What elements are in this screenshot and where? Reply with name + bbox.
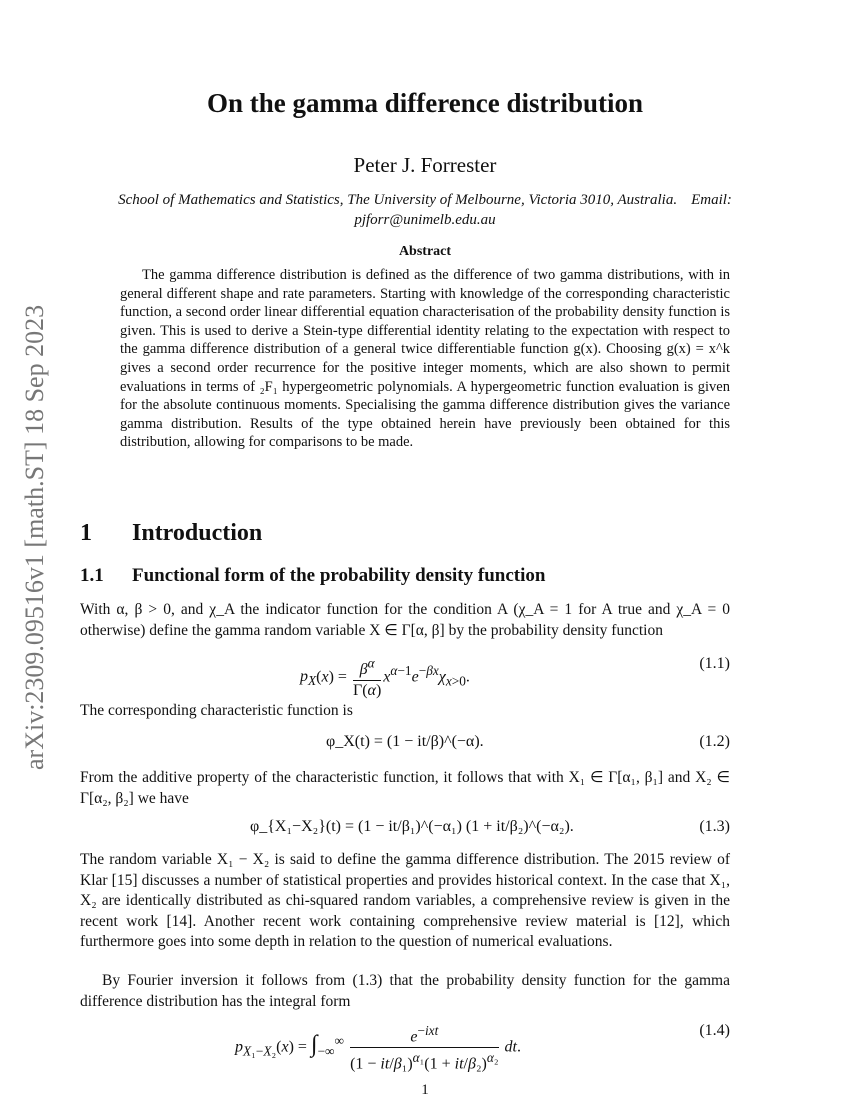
equation-1-2-body: φ_X(t) = (1 − it/β)^(−α).	[326, 733, 484, 750]
section-number: 1	[80, 520, 92, 546]
equation-1-4	[80, 1022, 730, 1073]
abstract-heading: Abstract	[398, 244, 452, 259]
paragraph-review: The random variable X₁ − X₂ is said to define the gamma difference distribution. The 2015 review of Klar [15] discusses a number of statistical properties and provides historical context. In the case that X₁, X₂ are identically distributed as chi-squared random variables, a comprehensive review is given in the recent work [14]. Another recent work containing comprehensive review material is [12], which furthermore goes into some depth in relation to the question of numerical evaluations.	[80, 851, 730, 950]
equation-label: (1.4)	[699, 1022, 730, 1039]
author-name: Peter J. Forrester	[353, 153, 497, 177]
paragraph-definition: With α, β > 0, and χ_A the indicator function for the condition A (χ_A = 1 for A true and χ_A = 0 otherwise) define the gamma random variable X ∈ Γ[α, β] by the probability density function	[80, 601, 730, 639]
abstract-text: The gamma difference distribution is defined as the difference of two gamma distributions, with in general different shape and rate parameters. Starting with knowledge of the corresponding characteristic function, a second order linear differential equation characterisation of the probability density function is given. This is used to derive a Stein-type differential identity relating to the expectation with respect to the gamma difference distribution of a general twice differentiable function g(x). Choosing g(x) = x^k gives a second order recurrence for the positive integer moments, which are also shown to permit evaluations in terms of ₂F₁ hypergeometric polynomials. A hypergeometric function evaluation is given for the absolute continuous moments. Specialising the gamma difference distribution gives the variance gamma distribution. Results of the type obtained herein have previously been obtained for this distribution, allowing for comparisons to be made.	[120, 267, 730, 451]
paragraph-characteristic: The corresponding characteristic function is	[80, 702, 353, 719]
paragraph-additive: From the additive property of the characteristic function, it follows that with X₁ ∈ Γ[α₁, β₁] and X₂ ∈ Γ[α₂, β₂] we have	[80, 769, 730, 807]
equation-label: (1.1)	[699, 655, 730, 672]
equation-label: (1.2)	[699, 733, 730, 750]
paper-title: On the gamma difference distribution	[207, 88, 643, 118]
page-number: 1	[421, 1082, 429, 1098]
fraction: $\frac{\beta^\alpha}{\Gamma(\alpha)}$	[352, 656, 382, 700]
fraction: $\frac{e^{-ixt}}{(1 - it/\beta_1)^{\alpha_1}(1 + it/\beta_2)^{\alpha_2}}$	[350, 1023, 499, 1073]
equation-label: (1.3)	[699, 818, 730, 835]
author-email: Email: pjforr@unimelb.edu.au	[354, 192, 732, 228]
equation-1-4-body: $p_{X_1-X_2}(x) = \int_{-\infty}^\infty$ $\frac{e^{-ixt}}{(1 - it/\beta_1)^{\alpha_1}(1 + it/\beta_2)^{\alpha_2}}$ dt.	[235, 1023, 521, 1073]
affiliation-text: School of Mathematics and Statistics, The University of Melbourne, Victoria 3010, Australia.	[118, 192, 678, 208]
equation-1-2	[80, 733, 730, 773]
paragraph-fourier: By Fourier inversion it follows from (1.3) that the probability density function for the gamma difference distribution has the integral form	[80, 972, 730, 1010]
section-heading	[80, 520, 262, 547]
equation-1-3-body: φ_{X₁−X₂}(t) = (1 − it/β₁)^(−α₁) (1 + it/β₂)^(−α₂).	[250, 818, 574, 835]
affiliation	[100, 190, 750, 230]
section-title: Introduction	[132, 520, 263, 546]
equation-1-1	[80, 655, 730, 700]
subsection-heading	[80, 565, 545, 587]
equation-1-1-body: $p_X(x)$ = $\frac{\beta^\alpha}{\Gamma(\alpha)}$ $x^{\alpha-1}e^{-\beta x}\chi_{x>0}$.	[300, 656, 470, 700]
subsection-title: Functional form of the probability density function	[132, 565, 546, 586]
subsection-number: 1.1	[80, 565, 104, 586]
arxiv-identifier: arXiv:2309.09516v1 [math.ST] 18 Sep 2023	[20, 304, 49, 770]
